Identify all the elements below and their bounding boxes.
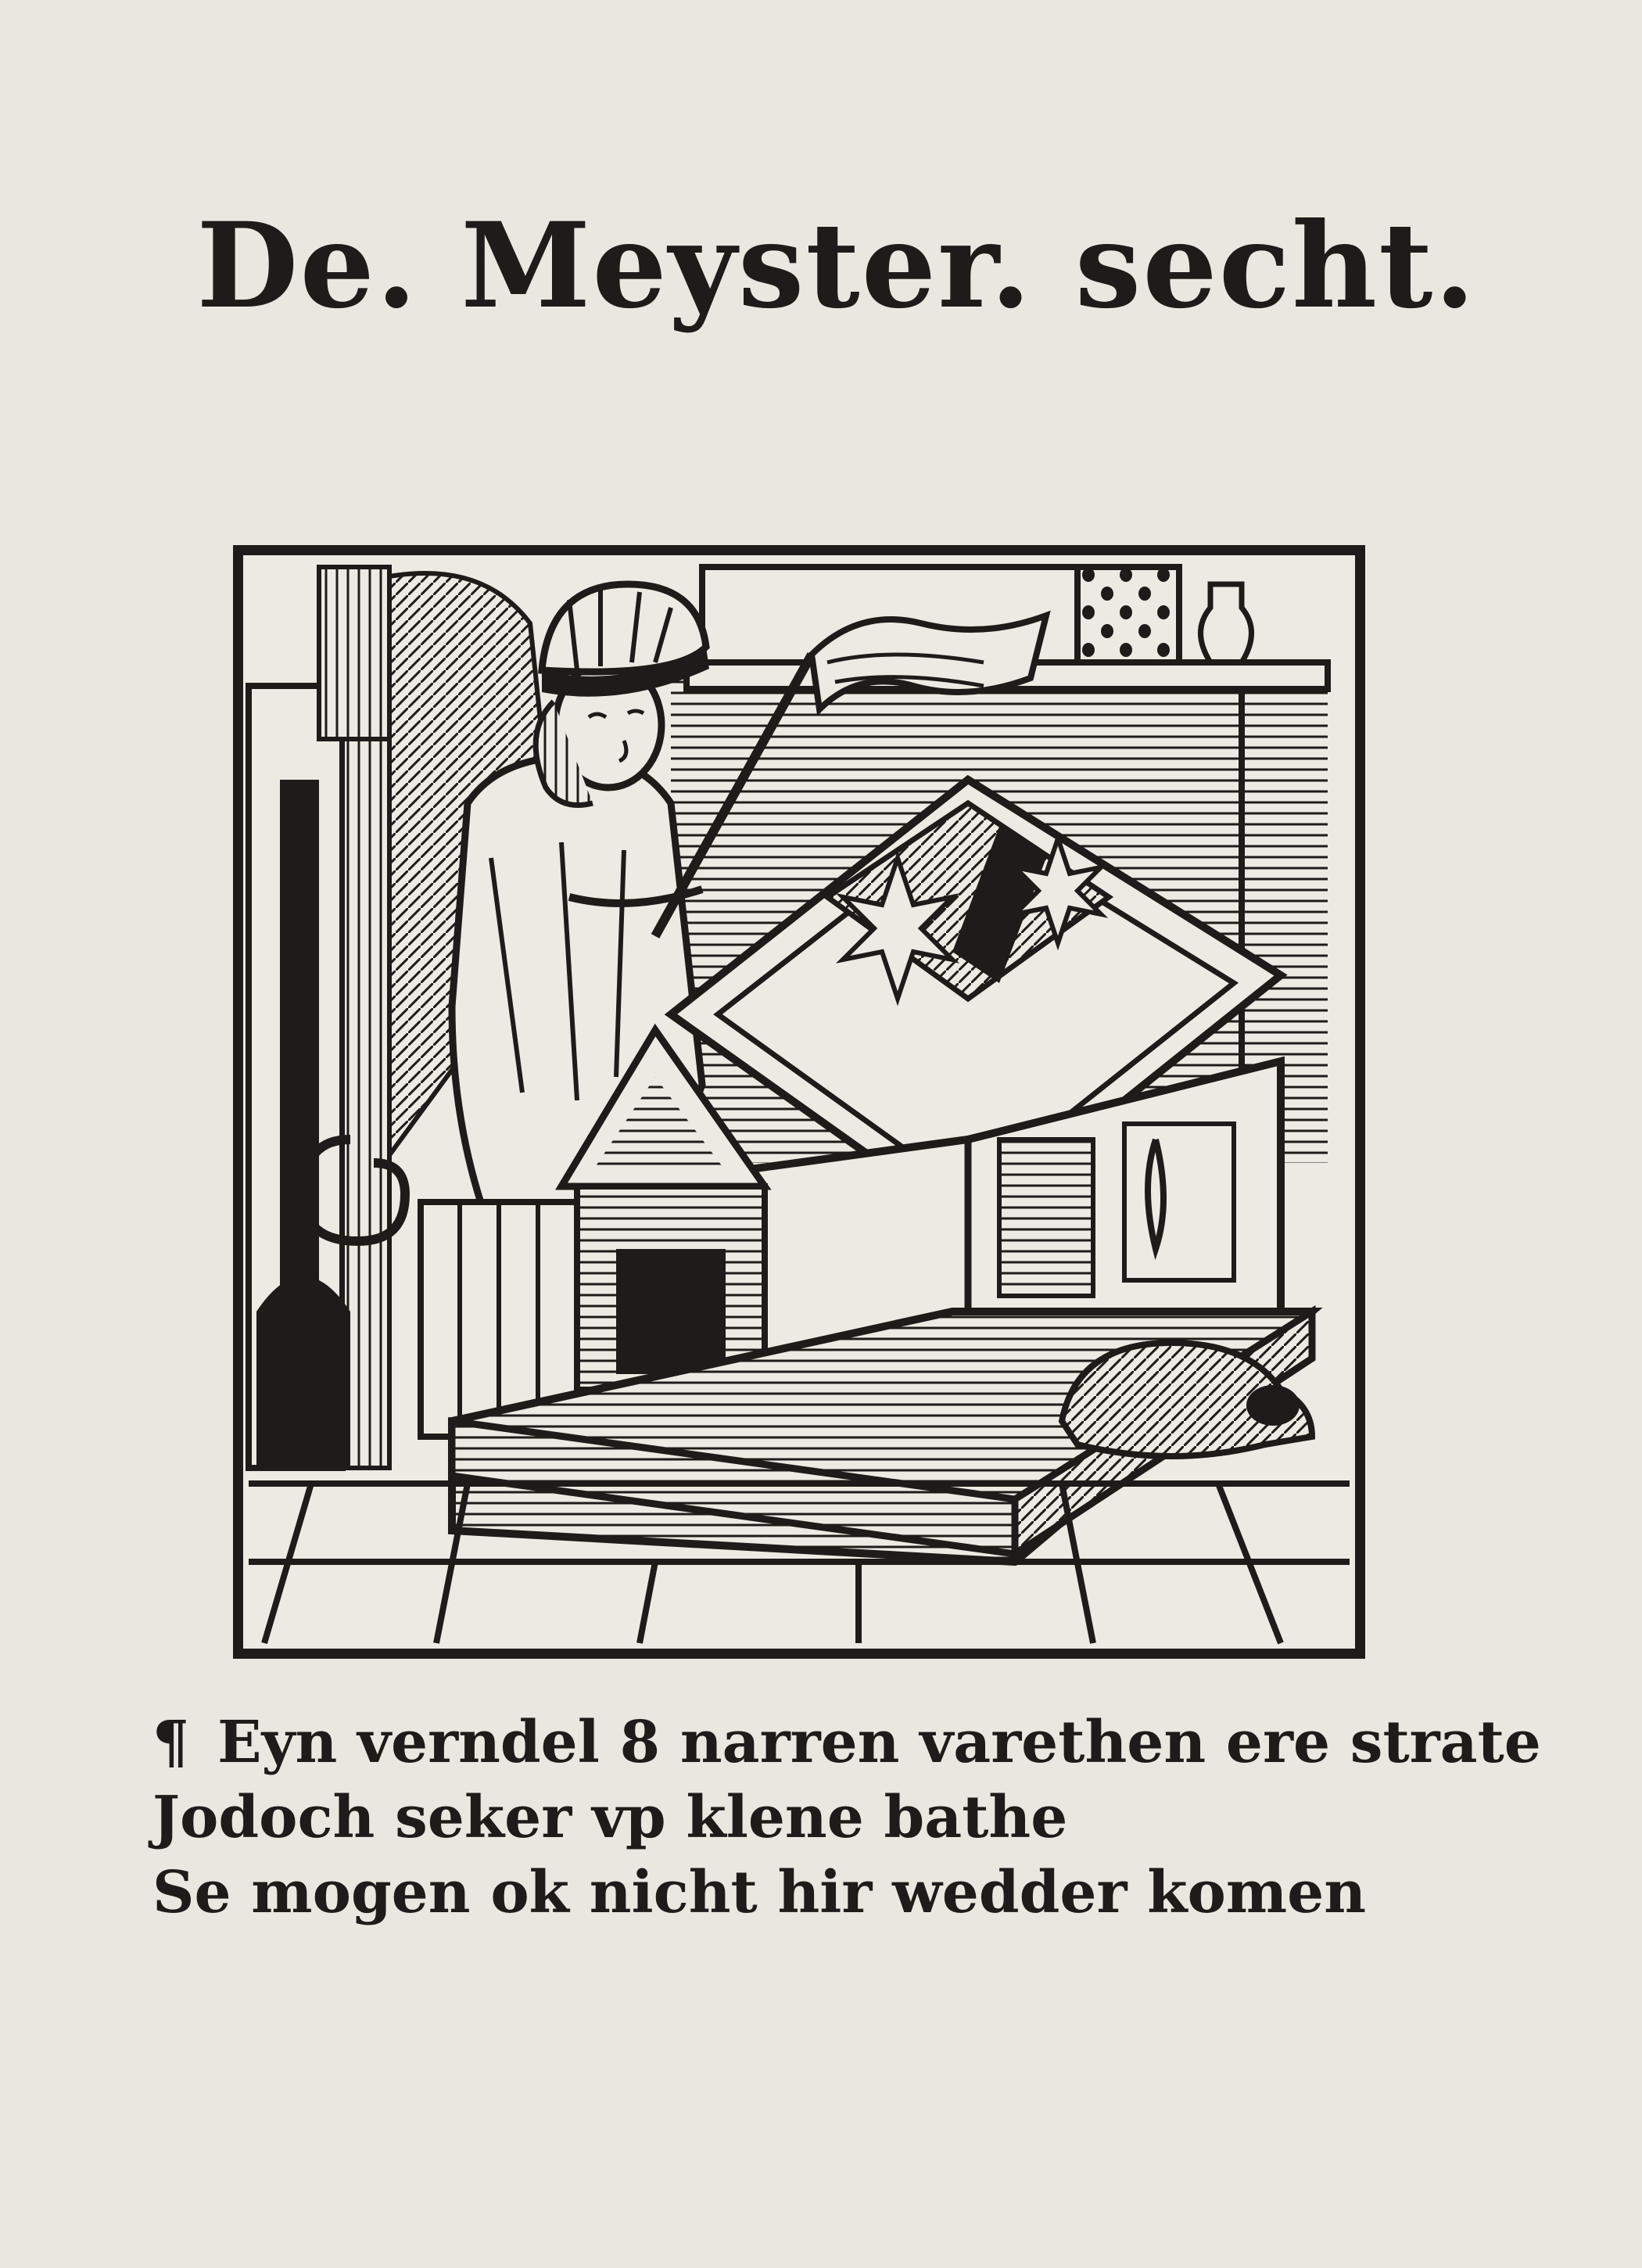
verse — [152, 1705, 1560, 1930]
verse-line: Se mogen ok nicht hir wedder komen — [152, 1859, 1367, 1926]
verse-line — [152, 1705, 1560, 1780]
verse-line: Jodoch seker vp klene bathe — [152, 1784, 1068, 1851]
pilcrow-icon: ¶ — [152, 1709, 190, 1776]
page-title: De. Meyster. secht. — [196, 197, 1477, 335]
woodcut-illustration — [233, 545, 1365, 1659]
verse-line-text: Eyn verndel 8 narren varethen ere strate — [217, 1709, 1541, 1776]
